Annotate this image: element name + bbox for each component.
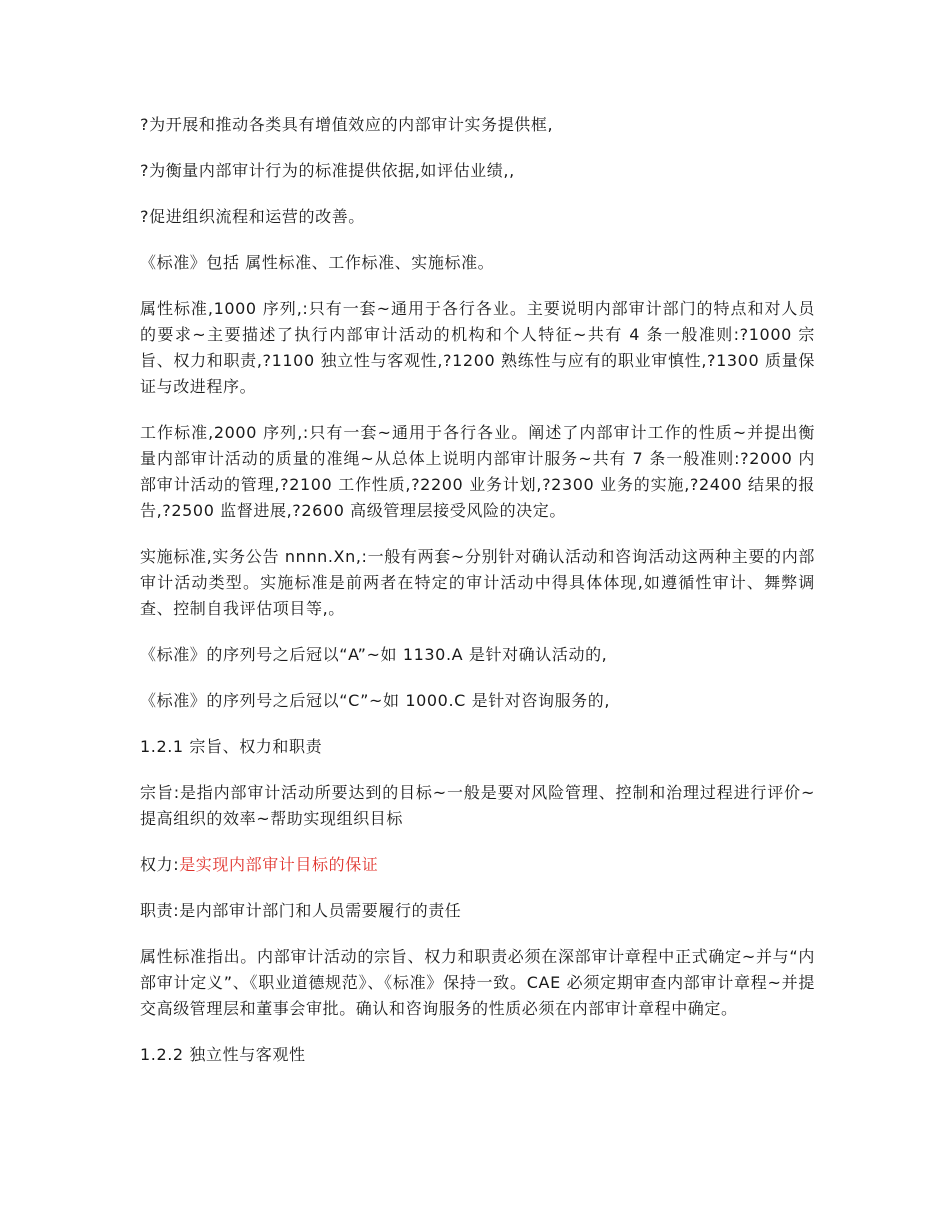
bullet-framework: ?为开展和推动各类具有增值效应的内部审计实务提供框, bbox=[140, 115, 554, 134]
implementation-standards: 实施标准,实务公告 nnnn.Xn,:一般有两套~分别针对确认活动和咨询活动这两种主要的内部审计活动类型。实施标准是前两者在特定的审计活动中得具体体现,如遵循性审计、舞弊调查、控制自我评估项目等,。 bbox=[140, 547, 815, 618]
responsibility-paragraph: 职责:是内部审计部门和人员需要履行的责任 bbox=[140, 901, 462, 920]
authority-paragraph bbox=[140, 852, 815, 878]
section-heading-1-2-1: 1.2.1 宗旨、权力和职责 bbox=[140, 737, 323, 756]
charter-paragraph: 属性标准指出。内部审计活动的宗旨、权力和职责必须在深部审计章程中正式确定~并与“内部审计定义”、《职业道德规范》、《标准》保持一致。CAE 必须定期审查内部审计章程~并提交高级管理层和董事会审批。确认和咨询服务的性质必须在内部审计章程中确定。 bbox=[140, 947, 815, 1018]
performance-standards: 工作标准,2000 序列,:只有一套~通用于各行各业。阐述了内部审计工作的性质~并提出衡量内部审计活动的质量的准绳~从总体上说明内部审计服务~共有 7 条一般准则:?2000 内部审计活动的管理,?2100 工作性质,?2200 业务计划,?2300 业务的实施,?2400 结果的报告,?2500 监督进展,?2600 高级管理层接受风险的决定。 bbox=[140, 423, 815, 520]
assurance-note: 《标准》的序列号之后冠以“A”~如 1130.A 是针对确认活动的, bbox=[140, 645, 608, 664]
consulting-note: 《标准》的序列号之后冠以“C”~如 1000.C 是针对咨询服务的, bbox=[140, 691, 611, 710]
bullet-measurement: ?为衡量内部审计行为的标准提供依据,如评估业绩,, bbox=[140, 161, 515, 180]
standards-overview: 《标准》包括 属性标准、工作标准、实施标准。 bbox=[140, 253, 495, 272]
section-heading-1-2-2: 1.2.2 独立性与客观性 bbox=[140, 1045, 306, 1064]
attribute-standards: 属性标准,1000 序列,:只有一套~通用于各行各业。主要说明内部审计部门的特点和对人员的要求~主要描述了执行内部审计活动的机构和个人特征~共有 4 条一般准则:?1000 宗旨、权力和职责,?1100 独立性与客观性,?1200 熟练性与应有的职业审慎性,?1300 质量保证与改进程序。 bbox=[140, 299, 815, 396]
authority-label: 权力: bbox=[140, 855, 180, 874]
document-body bbox=[140, 112, 815, 1088]
purpose-paragraph: 宗旨:是指内部审计活动所要达到的目标~一般是要对风险管理、控制和治理过程进行评价~提高组织的效率~帮助实现组织目标 bbox=[140, 783, 815, 828]
bullet-improvement: ?促进组织流程和运营的改善。 bbox=[140, 207, 365, 226]
authority-highlight: 是实现内部审计目标的保证 bbox=[179, 855, 379, 874]
